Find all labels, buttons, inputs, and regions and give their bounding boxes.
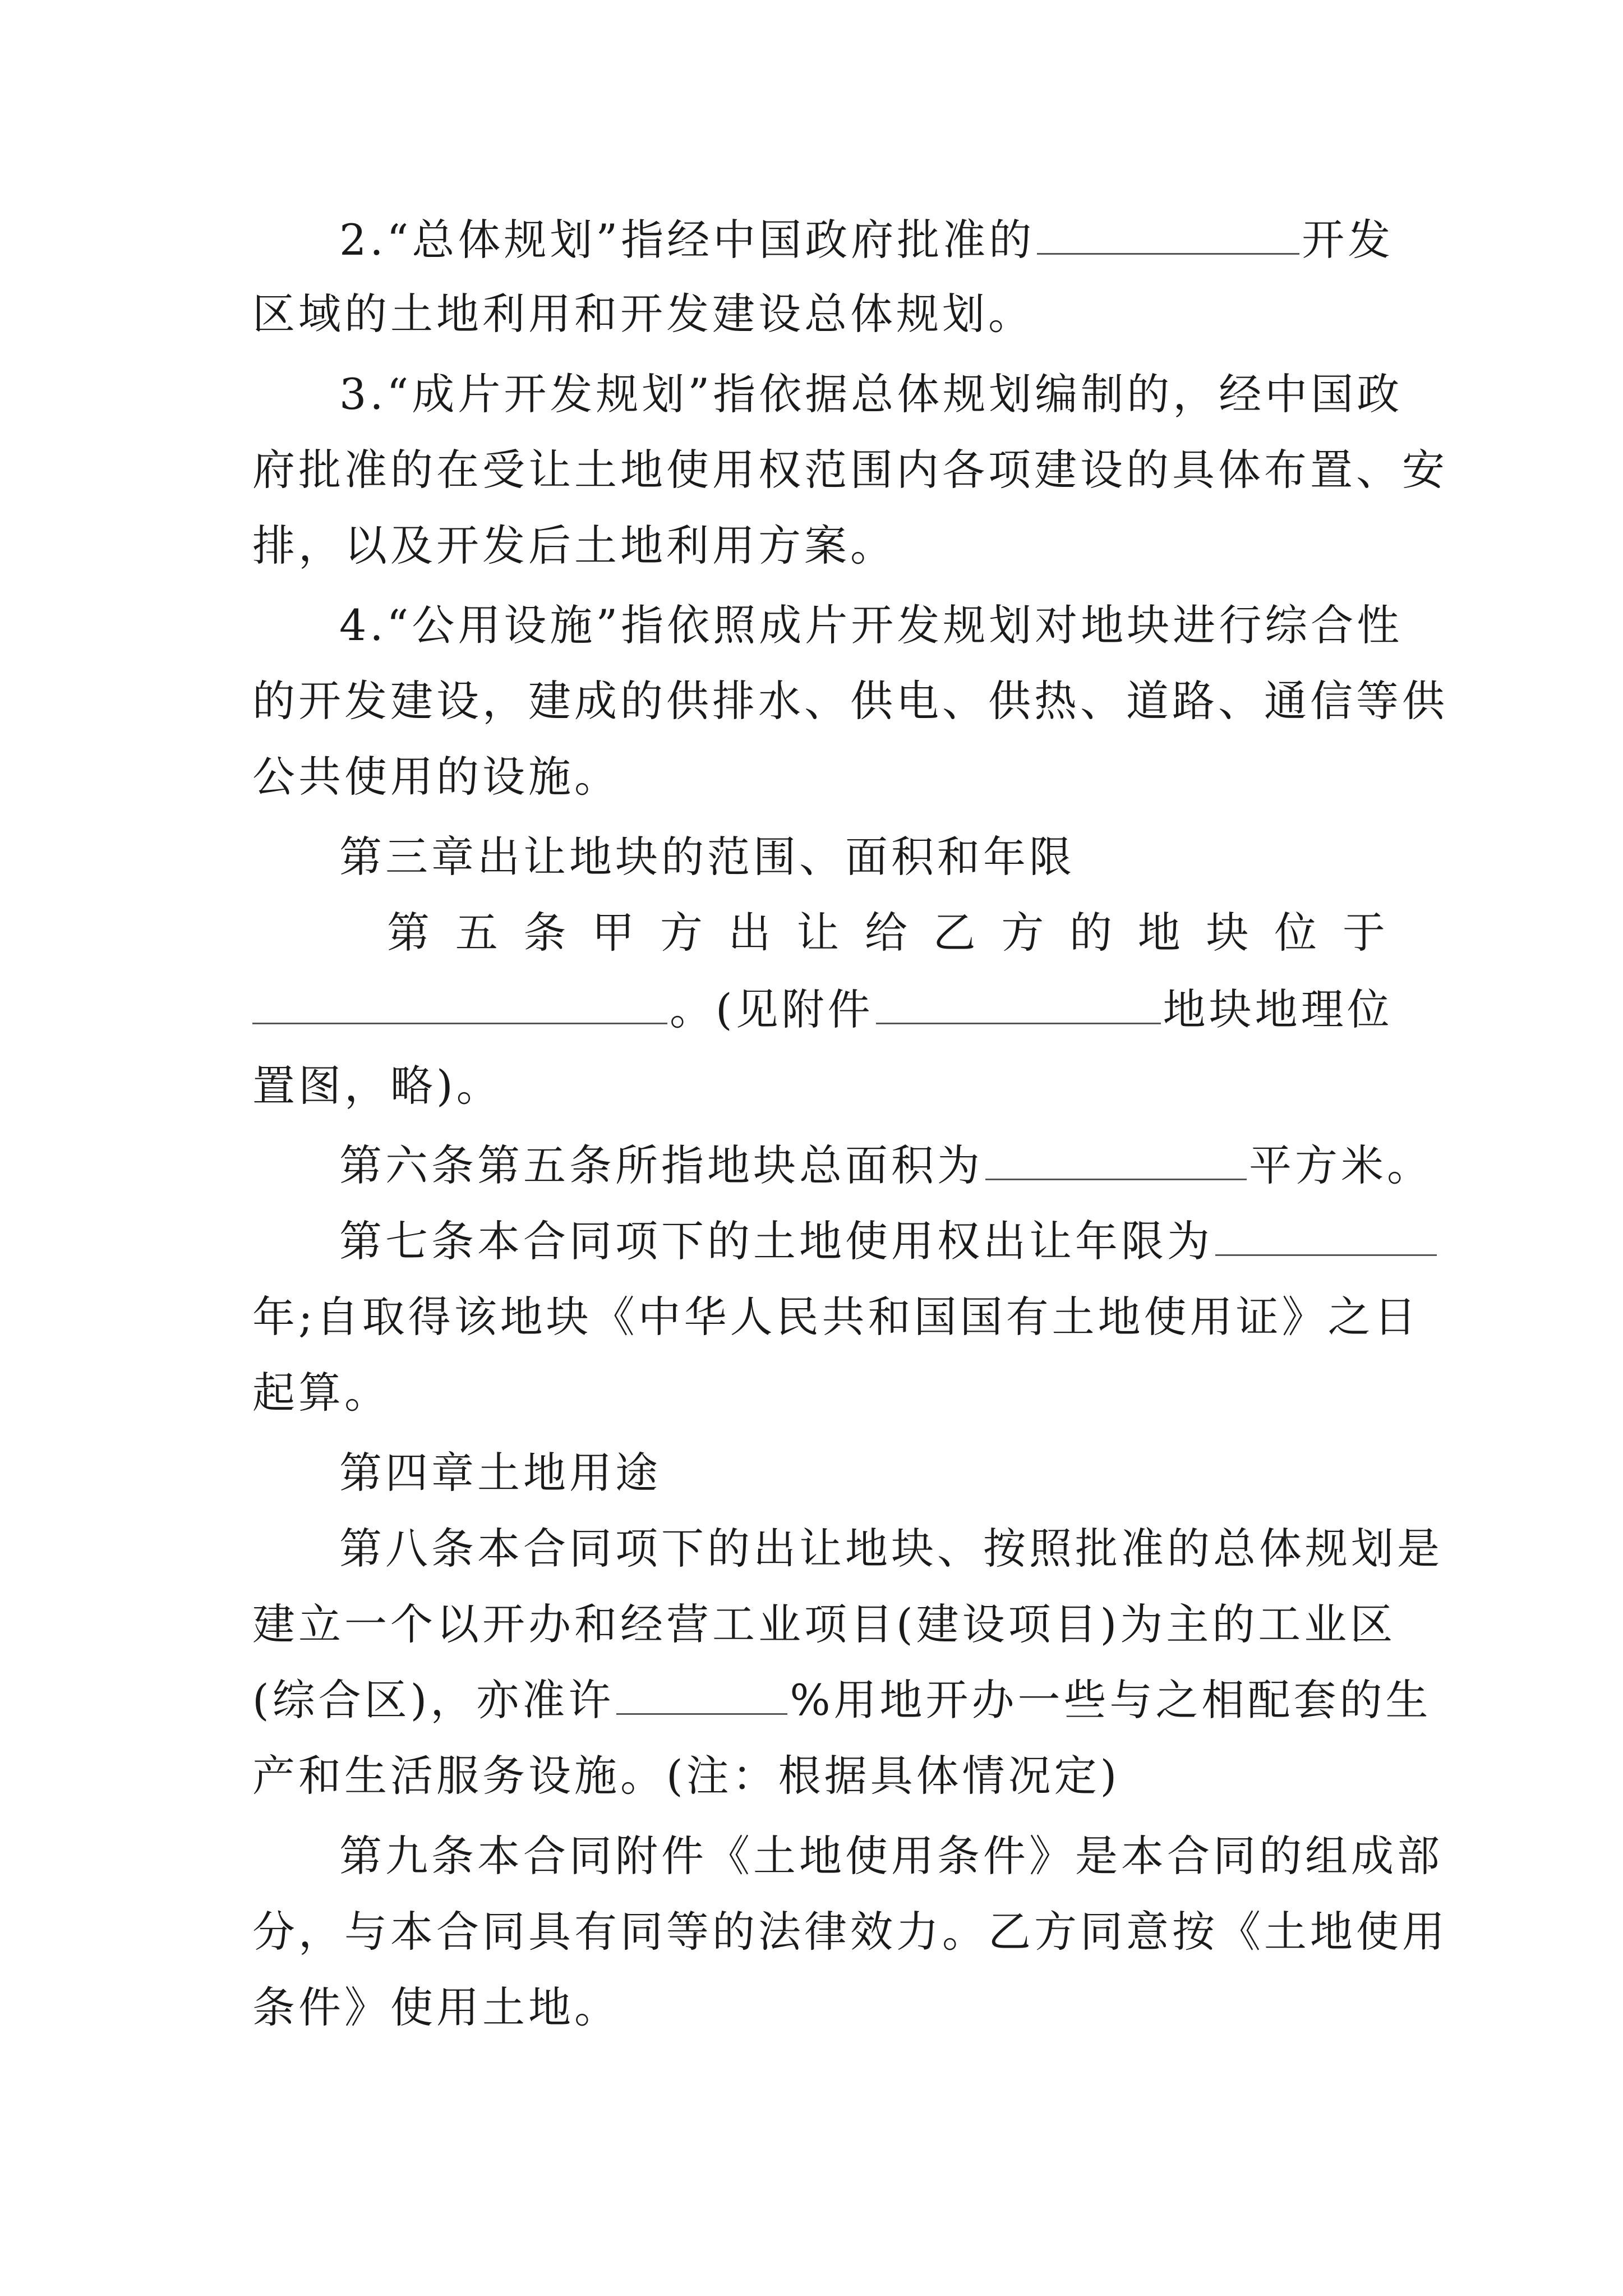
fill-in-blank — [1215, 1254, 1437, 1256]
text-char: 于 — [1342, 908, 1385, 958]
paragraph-2-line-2: 府批准的在受让土地使用权范围内各项建设的具体布置、安 — [252, 445, 1448, 495]
chapter-4-heading: 第四章土地用途 — [339, 1448, 661, 1498]
fill-in-blank — [985, 1179, 1247, 1180]
text-char: 的 — [1069, 908, 1113, 958]
text-run: 2.“总体规划”指经中国政府批准的 — [339, 215, 1035, 265]
text-run: (综合区)，亦准许 — [252, 1675, 615, 1725]
article-5-line-1 — [387, 906, 1385, 960]
text-run: 平方米。 — [1249, 1140, 1433, 1190]
paragraph-3-line-2: 的开发建设，建成的供排水、供电、供热、道路、通信等供 — [252, 676, 1448, 726]
article-5-line-2 — [252, 983, 1393, 1037]
text-char: 给 — [864, 908, 907, 958]
paragraph-2-line-3: 排，以及开发后土地利用方案。 — [252, 521, 896, 570]
text-char: 块 — [1206, 908, 1249, 958]
article-9-line-1: 第九条本合同附件《土地使用条件》是本合同的组成部 — [339, 1831, 1443, 1881]
text-char: 方 — [1001, 908, 1044, 958]
article-7-line-3: 起算。 — [252, 1368, 390, 1418]
article-9-line-2: 分，与本合同具有同等的法律效力。乙方同意按《土地使用 — [252, 1907, 1448, 1957]
fill-in-blank — [1037, 253, 1299, 255]
text-char: 位 — [1274, 908, 1317, 958]
fill-in-blank — [616, 1713, 787, 1715]
text-run: 第七条本合同项下的土地使用权出让年限为 — [339, 1216, 1213, 1266]
text-char: 乙 — [933, 908, 976, 958]
text-char: 地 — [1137, 908, 1181, 958]
article-6-line — [339, 1139, 1433, 1193]
text-run: 开发 — [1302, 215, 1394, 265]
paragraph-2-line-1: 3.“成片开发规划”指依据总体规划编制的，经中国政 — [339, 369, 1403, 419]
fill-in-blank — [252, 1023, 667, 1024]
text-char: 方 — [660, 908, 703, 958]
article-8-line-1: 第八条本合同项下的出让地块、按照批准的总体规划是 — [339, 1524, 1443, 1573]
paragraph-3-line-3: 公共使用的设施。 — [252, 752, 620, 802]
article-7-line-2: 年;自取得该地块《中华人民共和国国有土地使用证》之日 — [252, 1292, 1420, 1342]
paragraph-3-line-1: 4.“公用设施”指依照成片开发规划对地块进行综合性 — [339, 600, 1403, 650]
article-5-line-3: 置图，略)。 — [252, 1061, 502, 1111]
text-char: 五 — [455, 908, 498, 958]
text-run: %用地开办一些与之相配套的生 — [790, 1675, 1432, 1725]
text-run: 。(见附件 — [670, 984, 874, 1034]
paragraph-1-line-2: 区域的土地利用和开发建设总体规划。 — [252, 289, 1034, 339]
text-char: 让 — [796, 908, 840, 958]
text-char: 第 — [387, 908, 430, 958]
text-char: 甲 — [592, 908, 635, 958]
article-8-line-4: 产和生活服务设施。(注：根据具体情况定) — [252, 1751, 1121, 1801]
text-run: 地块地理位 — [1163, 984, 1393, 1034]
article-9-line-3: 条件》使用土地。 — [252, 1982, 620, 2032]
paragraph-1-line-1 — [339, 213, 1394, 267]
article-8-line-2: 建立一个以开办和经营工业项目(建设项目)为主的工业区 — [252, 1599, 1396, 1649]
text-run: 第六条第五条所指地块总面积为 — [339, 1140, 983, 1190]
article-8-line-3 — [252, 1673, 1432, 1727]
chapter-3-heading: 第三章出让地块的范围、面积和年限 — [339, 832, 1075, 882]
article-7-line-1 — [339, 1214, 1385, 1268]
fill-in-blank — [876, 1023, 1161, 1024]
text-char: 条 — [523, 908, 566, 958]
text-char: 出 — [728, 908, 771, 958]
